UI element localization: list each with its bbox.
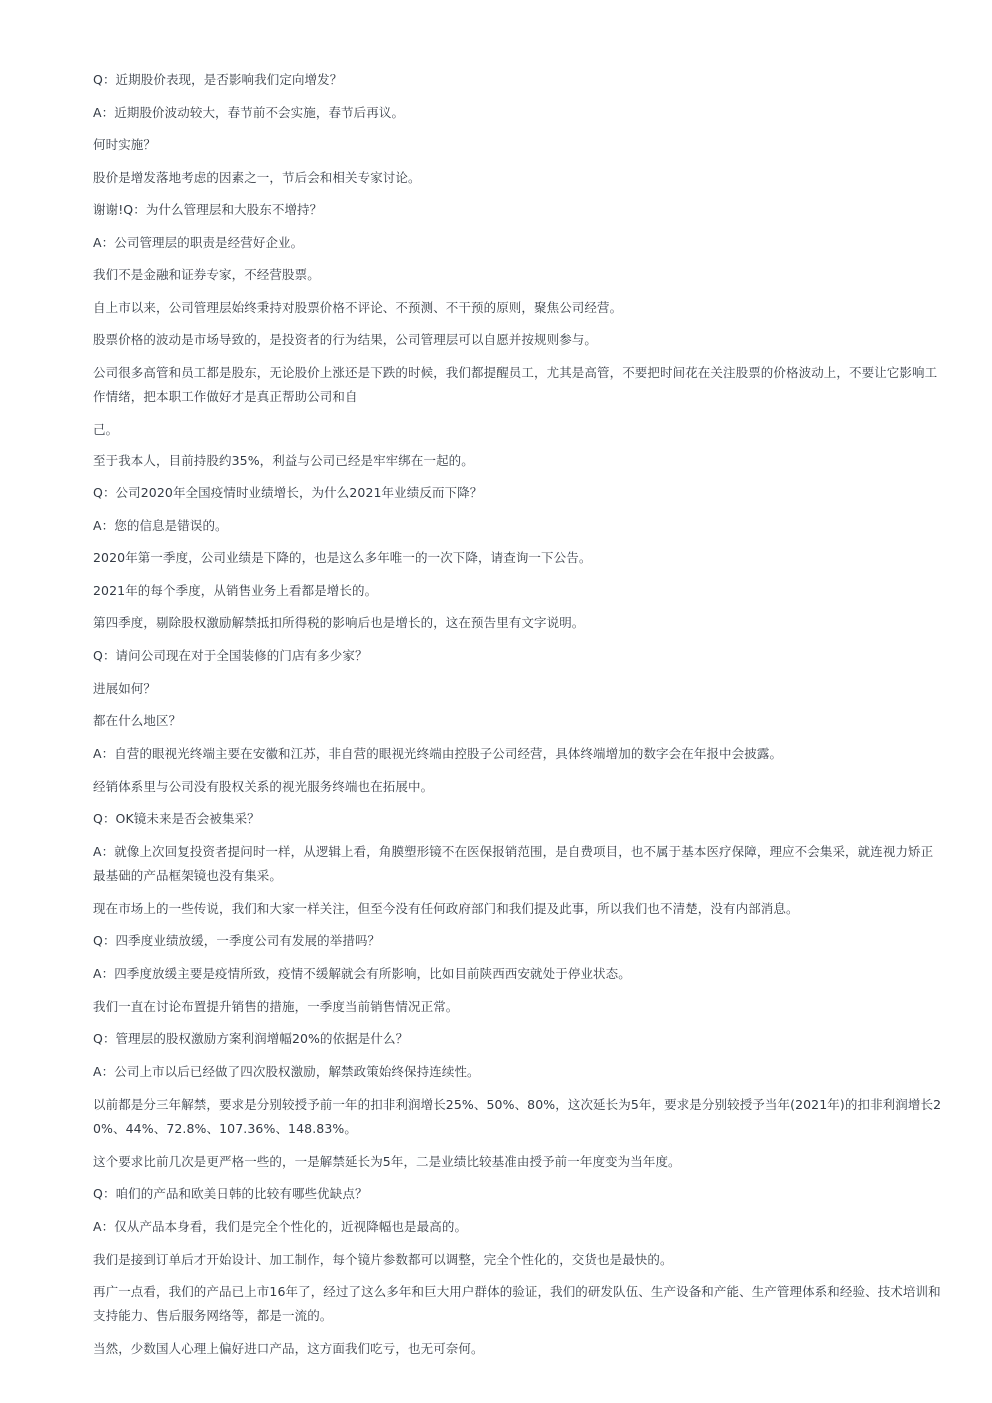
paragraph: 我们是接到订单后才开始设计、加工制作，每个镜片参数都可以调整，完全个性化的，交货也是最快的。	[93, 1252, 673, 1267]
paragraph: A：自营的眼视光终端主要在安徽和江苏，非自营的眼视光终端由控股子公司经营，具体终端增加的数字会在年报中会披露。	[93, 746, 783, 761]
paragraph: 我们不是金融和证券专家，不经营股票。	[93, 267, 320, 282]
paragraph: 公司很多高管和员工都是股东，无论股价上涨还是下跌的时候，我们都提醒员工，尤其是高管，不要把时间花在关注股票的价格波动上，不要让它影响工作情绪，把本职工作做好才是真正帮助公司和自	[93, 365, 938, 404]
paragraph: 都在什么地区？	[93, 713, 182, 728]
paragraph: Q：四季度业绩放缓，一季度公司有发展的举措吗？	[93, 933, 381, 948]
paragraph: Q：请问公司现在对于全国装修的门店有多少家？	[93, 648, 368, 663]
paragraph: 股票价格的波动是市场导致的，是投资者的行为结果，公司管理层可以自愿并按规则参与。	[93, 332, 598, 347]
paragraph: A：公司管理层的职责是经营好企业。	[93, 235, 304, 250]
paragraph: 我们一直在讨论布置提升销售的措施，一季度当前销售情况正常。	[93, 999, 459, 1014]
paragraph: 谢谢!Q：为什么管理层和大股东不增持？	[93, 202, 323, 217]
paragraph: Q：公司2020年全国疫情时业绩增长，为什么2021年业绩反而下降？	[93, 485, 483, 500]
paragraph: A：公司上市以后已经做了四次股权激励，解禁政策始终保持连续性。	[93, 1064, 480, 1079]
paragraph: 第四季度，剔除股权激励解禁抵扣所得税的影响后也是增长的，这在预告里有文字说明。	[93, 615, 585, 630]
paragraph: 进展如何？	[93, 681, 157, 696]
paragraph: Q：OK镜未来是否会被集采？	[93, 811, 260, 826]
paragraph: 至于我本人，目前持股约35%，利益与公司已经是牢牢绑在一起的。	[93, 453, 474, 468]
paragraph: A：近期股价波动较大，春节前不会实施，春节后再议。	[93, 105, 405, 120]
paragraph: 再广一点看，我们的产品已上市16年了，经过了这么多年和巨大用户群体的验证，我们的研发队伍、生产设备和产能、生产管理体系和经验、技术培训和支持能力、售后服务网络等，都是一流的。	[93, 1284, 941, 1323]
paragraph: A：四季度放缓主要是疫情所致，疫情不缓解就会有所影响，比如目前陕西西安就处于停业状态。	[93, 966, 631, 981]
paragraph: A：您的信息是错误的。	[93, 518, 228, 533]
paragraph: 何时实施？	[93, 137, 157, 152]
paragraph: 己。	[93, 422, 119, 437]
paragraph: 自上市以来，公司管理层始终秉持对股票价格不评论、不预测、不干预的原则，聚焦公司经营。	[93, 300, 623, 315]
paragraph: 2021年的每个季度，从销售业务上看都是增长的。	[93, 583, 378, 598]
paragraph: A：仅从产品本身看，我们是完全个性化的，近视降幅也是最高的。	[93, 1219, 468, 1234]
paragraph: Q：近期股价表现，是否影响我们定向增发？	[93, 72, 343, 87]
paragraph: 以前都是分三年解禁，要求是分别较授予前一年的扣非利润增长25%、50%、80%，这次延长为5年，要求是分别较授予当年(2021年)的扣非利润增长20%、44%、72.8%、107.36%、148.83%。	[93, 1097, 942, 1136]
paragraph: Q：咱们的产品和欧美日韩的比较有哪些优缺点？	[93, 1186, 368, 1201]
paragraph: 现在市场上的一些传说，我们和大家一样关注，但至今没有任何政府部门和我们提及此事，所以我们也不清楚，没有内部消息。	[93, 901, 799, 916]
paragraph: Q：管理层的股权激励方案利润增幅20%的依据是什么？	[93, 1031, 409, 1046]
paragraph: 经销体系里与公司没有股权关系的视光服务终端也在拓展中。	[93, 779, 434, 794]
paragraph: 股价是增发落地考虑的因素之一，节后会和相关专家讨论。	[93, 170, 421, 185]
paragraph: A：就像上次回复投资者提问时一样，从逻辑上看，角膜塑形镜不在医保报销范围，是自费项目，也不属于基本医疗保障，理应不会集采，就连视力矫正最基础的产品框架镜也没有集采。	[93, 844, 934, 883]
paragraph: 2020年第一季度，公司业绩是下降的，也是这么多年唯一的一次下降，请查询一下公告。	[93, 550, 592, 565]
paragraph: 这个要求比前几次是更严格一些的，一是解禁延长为5年，二是业绩比较基准由授予前一年度变为当年度。	[93, 1154, 681, 1169]
paragraph: 当然，少数国人心理上偏好进口产品，这方面我们吃亏，也无可奈何。	[93, 1341, 484, 1356]
